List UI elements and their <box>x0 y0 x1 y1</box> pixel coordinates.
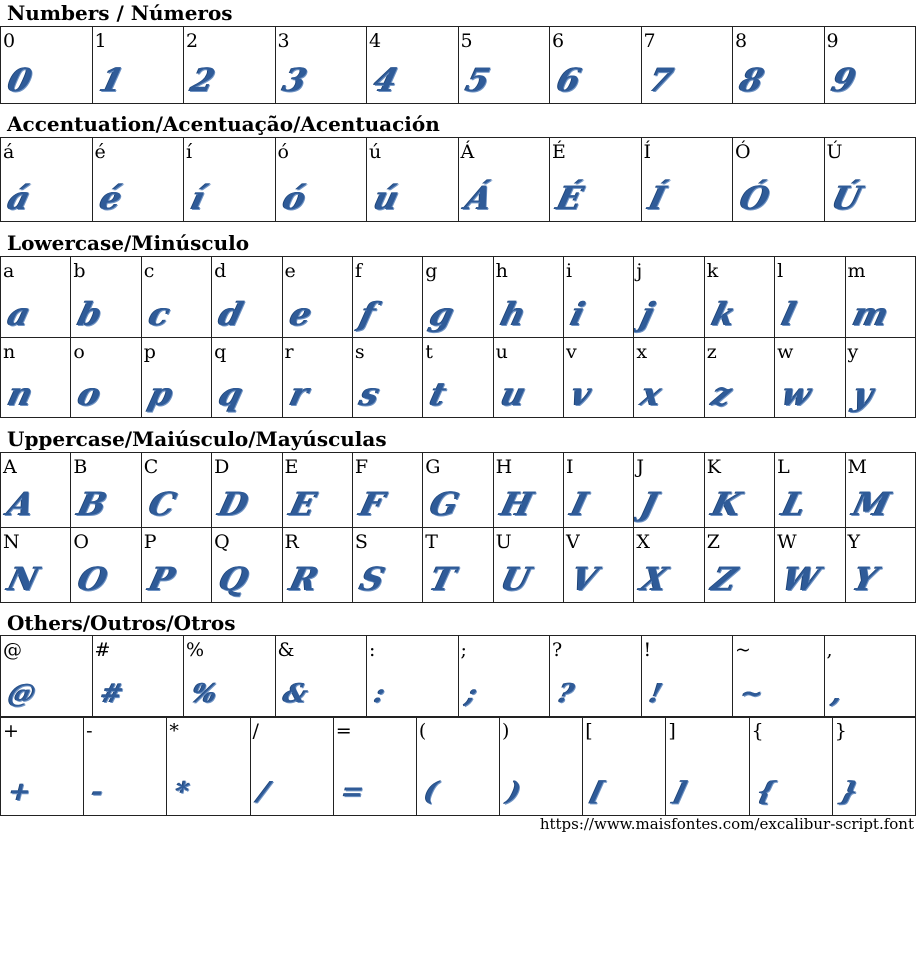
glyph-cell <box>845 453 915 528</box>
glyph-cell <box>733 636 825 718</box>
glyph-cell <box>352 257 422 338</box>
glyph-cell <box>704 338 774 418</box>
glyph-sample: M <box>848 485 894 523</box>
glyph-sample: y <box>848 375 877 413</box>
glyph-label: É <box>552 141 566 163</box>
glyph-sample: ó <box>278 179 310 217</box>
glyph-cell <box>641 636 733 718</box>
glyph-sample: E <box>285 485 320 523</box>
glyph-label: ] <box>668 720 676 742</box>
glyph-cell <box>775 338 845 418</box>
section-title-numbers: Numbers / Números <box>7 1 233 25</box>
glyph-label: X <box>636 531 650 553</box>
glyph-label: 1 <box>94 30 107 52</box>
glyph-label: ~ <box>735 639 751 661</box>
glyph-cell <box>550 138 642 222</box>
glyph-label: 2 <box>186 30 199 52</box>
glyph-sample: 5 <box>461 61 494 99</box>
glyph-label: k <box>706 260 719 282</box>
glyph-cell <box>141 528 211 603</box>
glyph-sample: D <box>215 485 253 523</box>
glyph-sample: ] <box>670 777 691 807</box>
glyph-cell <box>666 717 749 816</box>
glyph-label: F <box>354 456 369 478</box>
glyph-sample: Í <box>644 179 670 217</box>
glyph-sample: Y <box>848 560 882 598</box>
glyph-label: í <box>186 141 193 163</box>
glyph-cell <box>184 138 276 222</box>
glyph-sample: G <box>426 485 464 523</box>
glyph-label: ( <box>418 720 427 742</box>
glyph-sample: I <box>567 485 592 523</box>
glyph-sample: í <box>187 179 209 217</box>
glyph-label: 6 <box>552 30 565 52</box>
glyph-label: : <box>369 639 376 661</box>
glyph-cell <box>832 717 915 816</box>
glyph-cell <box>167 717 250 816</box>
glyph-sample: B <box>74 485 112 523</box>
glyph-label: P <box>143 531 157 553</box>
glyph-cell <box>749 717 832 816</box>
glyph-label: U <box>495 531 512 553</box>
glyph-label: Í <box>643 141 652 163</box>
glyph-cell <box>141 453 211 528</box>
section-title-lowercase: Lowercase/Minúsculo <box>7 231 250 255</box>
glyph-sample: K <box>708 485 746 523</box>
glyph-sample: [ <box>587 777 608 807</box>
glyph-sample: v <box>567 375 596 413</box>
numbers-grid <box>0 26 916 104</box>
glyph-cell <box>282 338 352 418</box>
glyph-label: { <box>751 720 764 742</box>
glyph-sample: s <box>356 375 384 413</box>
glyph-label: 8 <box>735 30 748 52</box>
glyph-label: r <box>284 341 294 363</box>
glyph-sample: e <box>285 295 316 333</box>
glyph-sample: N <box>4 560 43 598</box>
glyph-sample: P <box>145 560 179 598</box>
glyph-label: I <box>566 456 574 478</box>
glyph-label: i <box>566 260 573 282</box>
glyph-sample: X <box>637 560 672 598</box>
glyph-cell <box>493 257 563 338</box>
glyph-sample: @ <box>5 679 39 709</box>
glyph-sample: % <box>188 679 221 709</box>
glyph-label: ) <box>502 720 510 742</box>
glyph-cell <box>92 27 184 104</box>
glyph-cell <box>282 257 352 338</box>
glyph-cell <box>1 453 71 528</box>
glyph-label: + <box>3 720 19 742</box>
glyph-sample: p <box>145 375 177 413</box>
glyph-label: [ <box>585 720 593 742</box>
glyph-label: = <box>335 720 352 742</box>
glyph-sample: 8 <box>736 61 769 99</box>
glyph-cell <box>1 528 71 603</box>
glyph-sample: C <box>145 485 180 523</box>
glyph-cell <box>184 27 276 104</box>
glyph-cell <box>212 257 282 338</box>
uppercase-grid <box>0 452 916 603</box>
section-title-others: Others/Outros/Otros <box>7 611 236 635</box>
glyph-cell <box>583 717 666 816</box>
glyph-label: 5 <box>460 30 473 52</box>
glyph-cell <box>71 338 141 418</box>
glyph-label: E <box>284 456 299 478</box>
glyph-sample: z <box>708 375 736 413</box>
glyph-label: b <box>73 260 86 282</box>
glyph-sample: q <box>215 375 248 413</box>
glyph-label: á <box>3 141 15 163</box>
glyph-sample: o <box>74 375 106 413</box>
glyph-cell <box>500 717 583 816</box>
glyph-cell <box>845 257 915 338</box>
glyph-sample: ) <box>504 777 525 807</box>
glyph-sample: 3 <box>278 61 311 99</box>
glyph-cell <box>824 27 916 104</box>
glyph-cell <box>641 138 733 222</box>
glyph-sample: a <box>4 295 35 333</box>
glyph-cell <box>775 257 845 338</box>
glyph-label: N <box>3 531 20 553</box>
glyph-cell <box>333 717 416 816</box>
glyph-cell <box>564 528 634 603</box>
glyph-sample: ; <box>462 679 480 709</box>
glyph-cell <box>775 528 845 603</box>
glyph-sample: ! <box>645 679 665 709</box>
glyph-label: Z <box>706 531 720 553</box>
glyph-label: A <box>3 456 17 478</box>
glyph-label: W <box>777 531 797 553</box>
glyph-label: G <box>425 456 441 478</box>
glyph-cell <box>704 453 774 528</box>
glyph-sample: É <box>553 179 588 217</box>
glyph-label: w <box>777 341 794 363</box>
glyph-label: } <box>834 720 847 742</box>
glyph-sample: ? <box>554 679 577 709</box>
glyph-cell <box>1 257 71 338</box>
glyph-label: l <box>777 260 784 282</box>
glyph-label: Ú <box>826 141 843 163</box>
glyph-sample: Q <box>215 560 253 598</box>
glyph-label: é <box>94 141 106 163</box>
glyph-label: 7 <box>643 30 656 52</box>
glyph-sample: R <box>285 560 322 598</box>
glyph-label: ? <box>552 639 563 661</box>
glyph-sample: & <box>279 679 311 709</box>
glyph-label: p <box>143 341 156 363</box>
others-grid-row2 <box>0 716 916 816</box>
glyph-label: t <box>425 341 433 363</box>
glyph-sample: k <box>708 295 740 333</box>
glyph-sample: + <box>5 777 35 807</box>
glyph-cell <box>493 338 563 418</box>
glyph-label: 9 <box>826 30 839 52</box>
glyph-cell <box>1 138 93 222</box>
glyph-sample: L <box>778 485 811 523</box>
glyph-sample: Ú <box>827 179 866 217</box>
glyph-sample: 6 <box>553 61 586 99</box>
glyph-label: L <box>777 456 790 478</box>
glyph-label: j <box>636 260 643 282</box>
glyph-label: V <box>566 531 580 553</box>
glyph-cell <box>634 453 704 528</box>
glyph-cell <box>250 717 333 816</box>
glyph-cell <box>824 138 916 222</box>
glyph-cell <box>641 27 733 104</box>
glyph-sample: l <box>778 295 801 333</box>
section-title-accents: Accentuation/Acentuação/Acentuación <box>7 112 440 136</box>
glyph-sample: x <box>637 375 667 413</box>
glyph-sample: m <box>848 295 893 333</box>
glyph-sample: j <box>637 295 659 333</box>
glyph-sample: é <box>95 179 126 217</box>
glyph-cell <box>824 636 916 718</box>
glyph-cell <box>550 636 642 718</box>
glyph-label: m <box>847 260 866 282</box>
glyph-label: f <box>354 260 362 282</box>
glyph-label: O <box>73 531 89 553</box>
glyph-cell <box>92 138 184 222</box>
others-grid-row1 <box>0 635 916 718</box>
glyph-sample: 9 <box>827 61 860 99</box>
glyph-sample: # <box>96 679 127 709</box>
glyph-sample: 1 <box>95 61 128 99</box>
glyph-label: c <box>143 260 155 282</box>
glyph-cell <box>493 528 563 603</box>
glyph-sample: - <box>88 777 107 807</box>
glyph-sample: T <box>426 560 460 598</box>
glyph-cell <box>564 338 634 418</box>
glyph-label: z <box>706 341 717 363</box>
glyph-label: @ <box>3 639 22 661</box>
glyph-sample: n <box>4 375 38 413</box>
glyph-sample: F <box>356 485 389 523</box>
glyph-sample: c <box>145 295 174 333</box>
glyph-sample: Z <box>708 560 741 598</box>
lowercase-grid <box>0 256 916 418</box>
glyph-label: d <box>214 260 227 282</box>
glyph-cell <box>458 27 550 104</box>
glyph-label: & <box>277 639 295 661</box>
glyph-cell <box>845 338 915 418</box>
glyph-cell <box>92 636 184 718</box>
glyph-cell <box>367 636 459 718</box>
glyph-cell <box>71 453 141 528</box>
glyph-sample: i <box>567 295 589 333</box>
glyph-cell <box>275 636 367 718</box>
glyph-cell <box>423 528 493 603</box>
glyph-sample: W <box>778 560 824 598</box>
glyph-sample: b <box>74 295 107 333</box>
glyph-cell <box>775 453 845 528</box>
glyph-sample: u <box>496 375 530 413</box>
glyph-sample: / <box>254 777 272 807</box>
glyph-cell <box>416 717 499 816</box>
glyph-sample: r <box>285 375 313 413</box>
glyph-sample: H <box>496 485 537 523</box>
glyph-cell <box>564 453 634 528</box>
glyph-sample: S <box>356 560 389 598</box>
glyph-label: e <box>284 260 296 282</box>
glyph-cell <box>352 338 422 418</box>
glyph-sample: ( <box>421 777 441 807</box>
glyph-cell <box>423 338 493 418</box>
glyph-label: ! <box>643 639 652 661</box>
glyph-label: / <box>252 720 259 742</box>
glyph-sample: { <box>753 777 779 807</box>
glyph-cell <box>275 138 367 222</box>
glyph-cell <box>1 717 84 816</box>
glyph-cell <box>423 257 493 338</box>
glyph-label: S <box>354 531 368 553</box>
glyph-sample: A <box>4 485 39 523</box>
glyph-cell <box>352 453 422 528</box>
glyph-cell <box>141 257 211 338</box>
glyph-label: C <box>143 456 159 478</box>
glyph-cell <box>733 27 825 104</box>
glyph-label: x <box>636 341 648 363</box>
glyph-cell <box>141 338 211 418</box>
glyph-sample: 4 <box>370 61 403 99</box>
glyph-cell <box>212 528 282 603</box>
glyph-sample: h <box>496 295 530 333</box>
glyph-cell <box>367 138 459 222</box>
glyph-label: 3 <box>277 30 290 52</box>
glyph-label: u <box>495 341 508 363</box>
glyph-label: Q <box>214 531 230 553</box>
glyph-label: s <box>354 341 365 363</box>
glyph-label: g <box>425 260 438 282</box>
glyph-cell <box>71 257 141 338</box>
glyph-cell <box>71 528 141 603</box>
glyph-sample: ~ <box>737 679 767 709</box>
glyph-label: a <box>3 260 15 282</box>
glyph-cell <box>550 27 642 104</box>
glyph-label: D <box>214 456 230 478</box>
glyph-label: , <box>826 639 833 661</box>
glyph-cell <box>1 636 93 718</box>
glyph-sample: f <box>356 295 380 333</box>
glyph-sample: : <box>371 679 389 709</box>
glyph-sample: U <box>496 560 535 598</box>
glyph-label: J <box>636 456 644 478</box>
glyph-cell <box>212 453 282 528</box>
glyph-sample: V <box>567 560 602 598</box>
glyph-sample: Ó <box>736 179 774 217</box>
glyph-sample: * <box>171 777 193 807</box>
glyph-label: * <box>169 720 179 742</box>
glyph-sample: d <box>215 295 248 333</box>
glyph-sample: w <box>778 375 816 413</box>
glyph-cell <box>634 338 704 418</box>
glyph-label: o <box>73 341 85 363</box>
glyph-label: M <box>847 456 867 478</box>
glyph-cell <box>458 636 550 718</box>
glyph-cell <box>212 338 282 418</box>
glyph-cell <box>423 453 493 528</box>
glyph-cell <box>493 453 563 528</box>
footer-url[interactable]: https://www.maisfontes.com/excalibur-script.font <box>539 815 914 833</box>
glyph-cell <box>634 528 704 603</box>
glyph-sample: á <box>4 179 35 217</box>
glyph-sample: O <box>74 560 112 598</box>
glyph-label: ó <box>277 141 289 163</box>
glyph-cell <box>282 453 352 528</box>
glyph-cell <box>367 27 459 104</box>
glyph-label: B <box>73 456 88 478</box>
glyph-sample: , <box>828 679 846 709</box>
glyph-cell <box>352 528 422 603</box>
glyph-sample: J <box>637 485 663 523</box>
glyph-cell <box>184 636 276 718</box>
glyph-cell <box>282 528 352 603</box>
glyph-label: h <box>495 260 508 282</box>
glyph-label: Á <box>460 141 475 163</box>
glyph-label: y <box>847 341 859 363</box>
glyph-sample: t <box>426 375 451 413</box>
glyph-cell <box>275 27 367 104</box>
glyph-cell <box>845 528 915 603</box>
glyph-cell <box>634 257 704 338</box>
accents-grid <box>0 137 916 222</box>
glyph-sample: Á <box>461 179 497 217</box>
glyph-label: Y <box>847 531 861 553</box>
glyph-cell <box>704 257 774 338</box>
glyph-label: R <box>284 531 299 553</box>
glyph-label: 4 <box>369 30 382 52</box>
glyph-cell <box>1 338 71 418</box>
glyph-sample: 0 <box>4 61 37 99</box>
glyph-label: ú <box>369 141 382 163</box>
glyph-cell <box>564 257 634 338</box>
glyph-cell <box>704 528 774 603</box>
glyph-label: % <box>186 639 205 661</box>
glyph-label: Ó <box>735 141 751 163</box>
glyph-label: v <box>566 341 577 363</box>
glyph-label: - <box>86 720 93 742</box>
glyph-label: q <box>214 341 227 363</box>
glyph-label: 0 <box>3 30 16 52</box>
glyph-label: H <box>495 456 513 478</box>
glyph-sample: ú <box>370 179 404 217</box>
glyph-label: T <box>425 531 438 553</box>
glyph-label: n <box>3 341 16 363</box>
glyph-label: ; <box>460 639 467 661</box>
glyph-sample: g <box>426 295 459 333</box>
glyph-sample: = <box>337 777 368 807</box>
glyph-cell <box>458 138 550 222</box>
section-title-uppercase: Uppercase/Maiúsculo/Mayúsculas <box>7 427 387 451</box>
glyph-sample: 7 <box>644 61 677 99</box>
glyph-cell <box>84 717 167 816</box>
glyph-cell <box>733 138 825 222</box>
glyph-cell <box>1 27 93 104</box>
glyph-label: K <box>706 456 721 478</box>
glyph-label: # <box>94 639 111 661</box>
glyph-sample: } <box>836 777 862 807</box>
glyph-sample: 2 <box>187 61 220 99</box>
